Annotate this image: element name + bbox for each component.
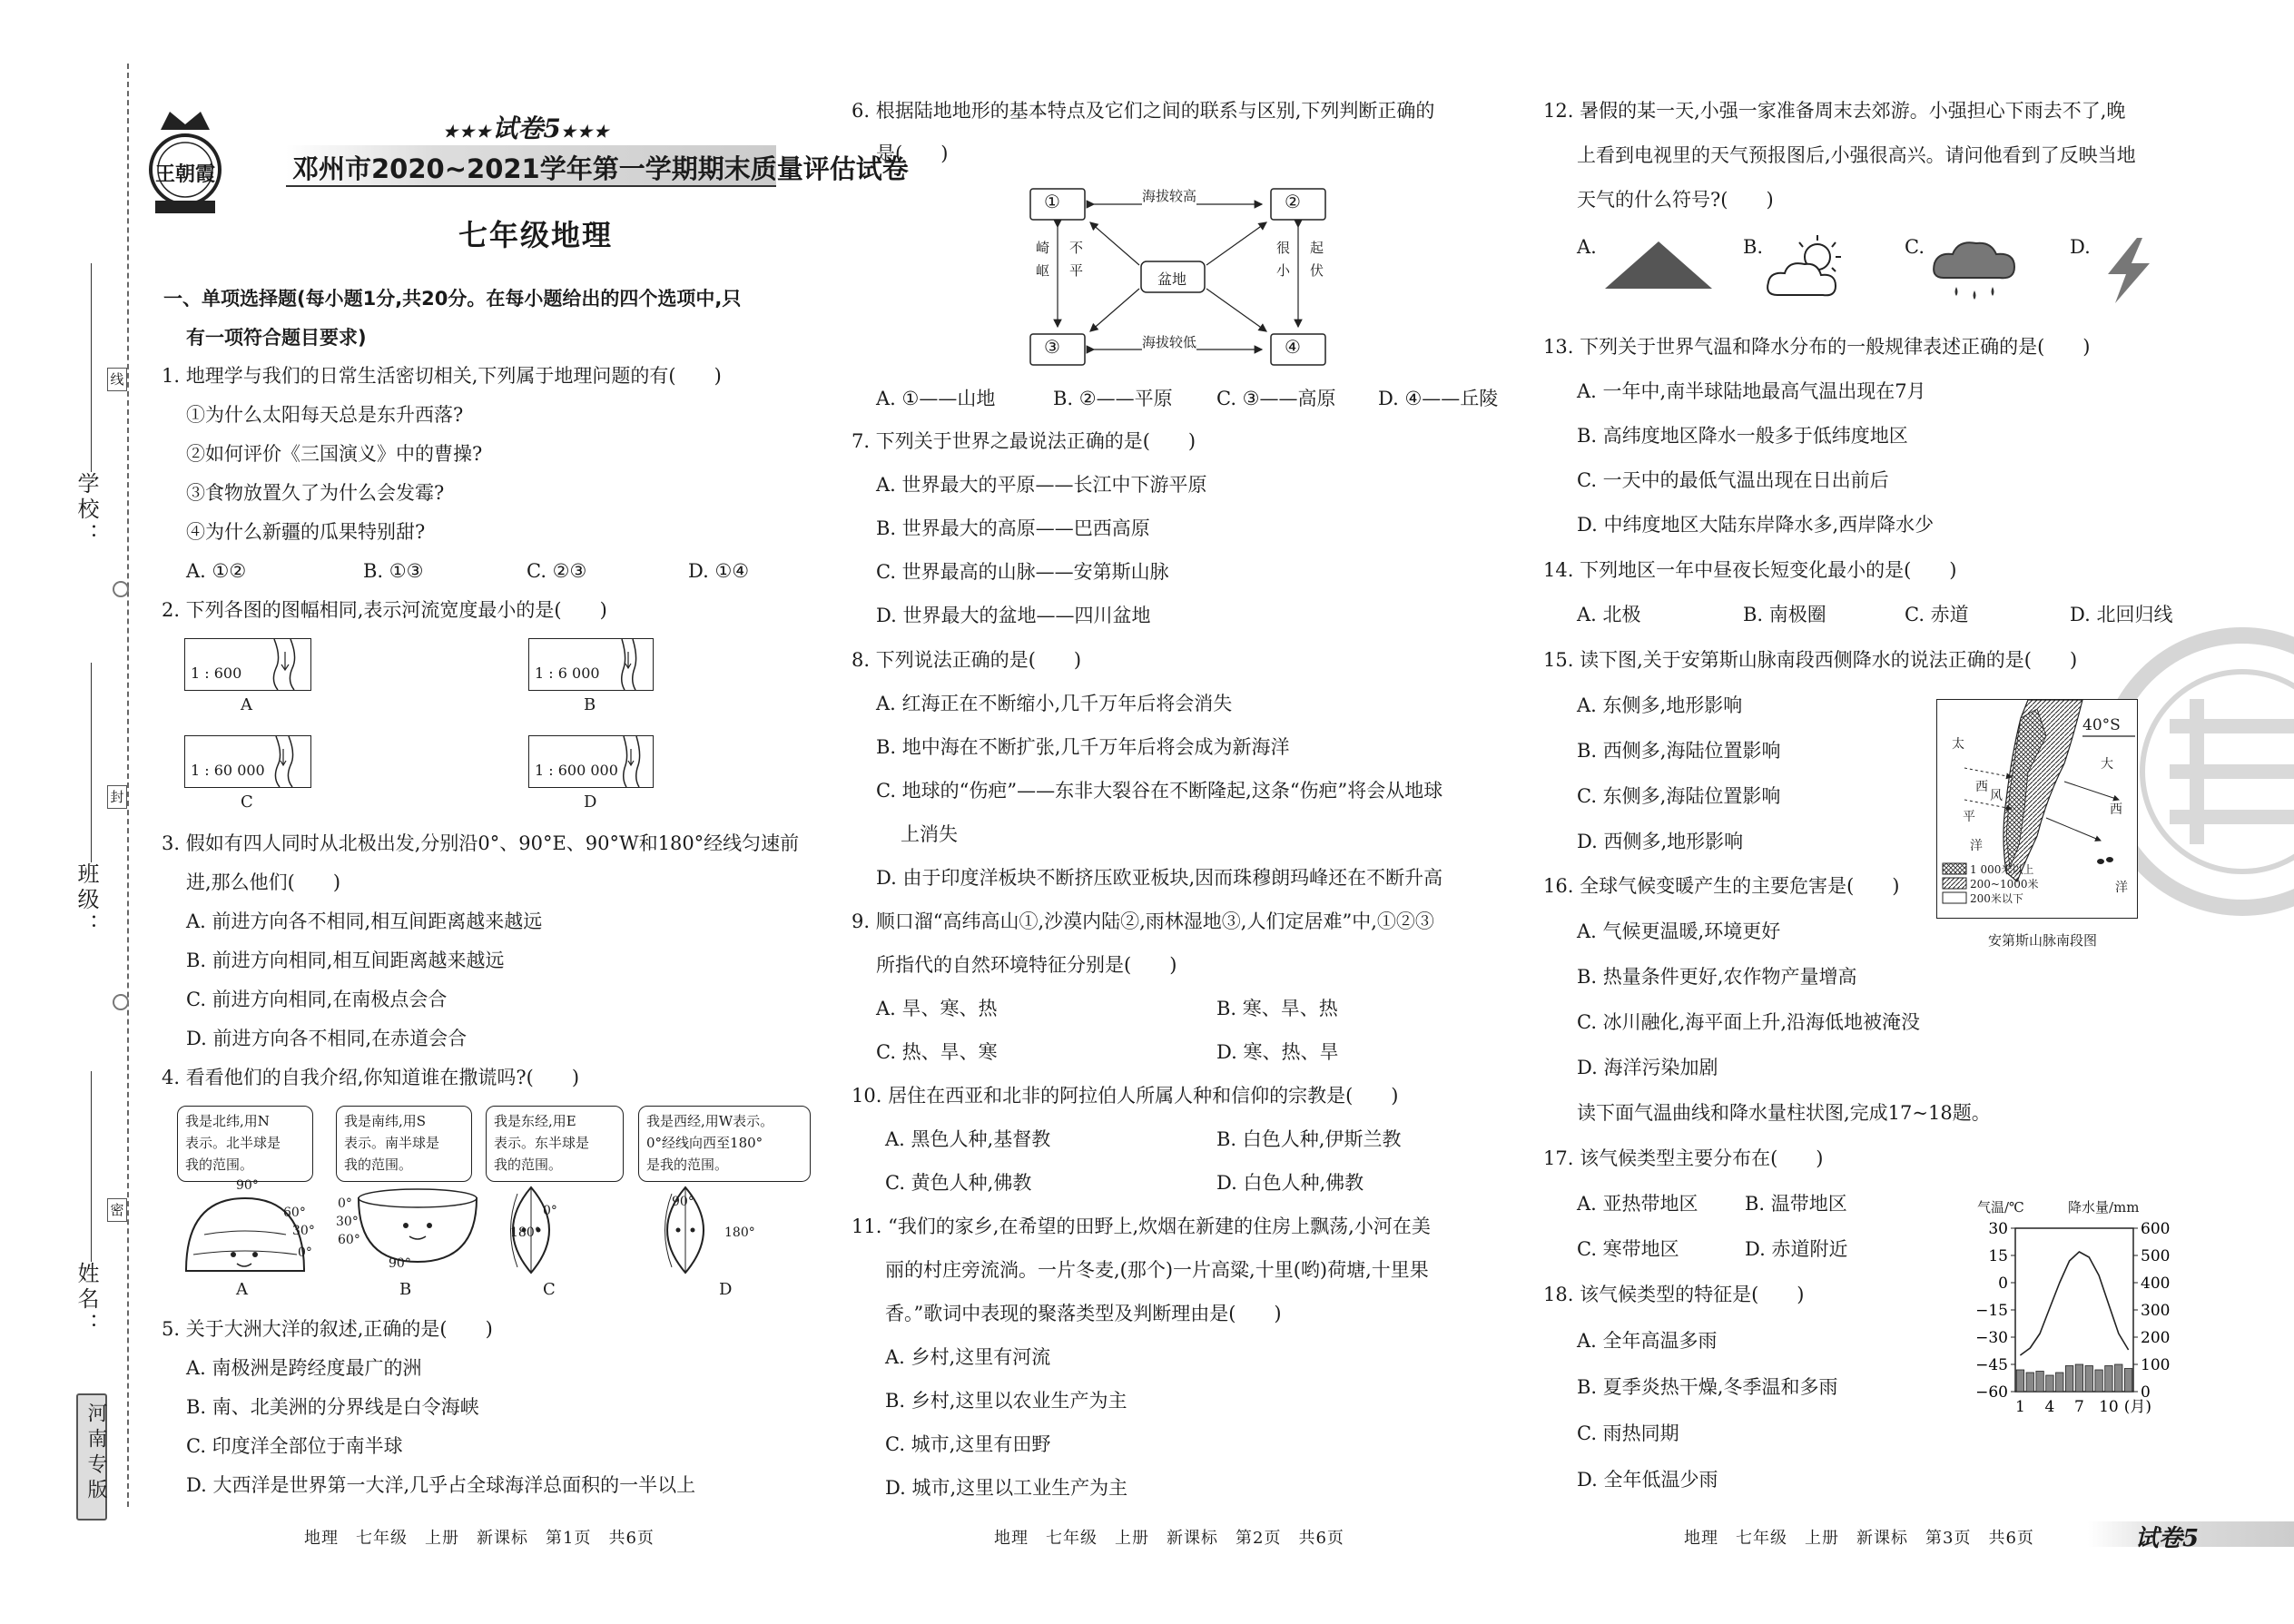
climate-chart (1961, 1194, 2179, 1430)
andes-right-ocean-1: 大 (2101, 757, 2113, 772)
q2-label-a: A (241, 695, 252, 714)
q4-label-d: D (719, 1280, 733, 1299)
q4-bubble-line: 表示。南半球是 (344, 1135, 440, 1151)
q2-map-b[interactable] (528, 638, 654, 691)
q9-option-a[interactable]: A. 旱、寒、热 (876, 998, 998, 1019)
q6-label-right-2: 很小 (1275, 241, 1291, 286)
q14-option-a[interactable]: A. 北极 (1577, 604, 1641, 625)
andes-right-ocean-2: 西 (2110, 802, 2122, 817)
andes-legend-1: 1 000米以上 (1970, 863, 2034, 876)
q12-stem-cont: 上看到电视里的天气预报图后,小强很高兴。请问他看到了反映当地 (1577, 144, 2136, 166)
q4-deg: 60° (283, 1206, 306, 1220)
seal-char-1: 线 (107, 368, 127, 391)
footer-page-2: 地理 七年级 上册 新课标 第2页 共6页 (994, 1529, 1344, 1548)
q1-item: ④为什么新疆的瓜果特别甜? (186, 521, 426, 543)
precip-tick-label: 100 (2141, 1356, 2171, 1374)
q1-option-b[interactable]: B. ①③ (363, 560, 424, 582)
q4-bubble-line: 我是南纬,用S (344, 1113, 427, 1129)
q11-option-a[interactable]: A. 乡村,这里有河流 (885, 1346, 1051, 1368)
q12-stem: 12. 暑假的某一天,小强一家准备周末去郊游。小强担心下雨去不了,晚 (1543, 100, 2126, 122)
q4-bubble-line: 表示。北半球是 (185, 1135, 281, 1151)
q9-option-d[interactable]: D. 寒、热、旱 (1216, 1041, 1339, 1063)
seal-dot-icon (113, 581, 129, 597)
precip-tick-label: 400 (2141, 1275, 2171, 1293)
q16-option-b[interactable]: B. 热量条件更好,农作物产量增高 (1577, 966, 1857, 988)
q2-scale-c: 1 : 60 000 (191, 762, 265, 779)
q17-option-a[interactable]: A. 亚热带地区 (1577, 1193, 1698, 1215)
q3-stem: 3. 假如有四人同时从北极出发,分别沿0°、90°E、90°W和180°经线匀速前 (162, 832, 800, 854)
precip-bar (2085, 1366, 2092, 1393)
q3-option-a[interactable]: A. 前进方向各不相同,相互间距离越来越远 (186, 910, 543, 932)
q8-option-d[interactable]: D. 由于印度洋板块不断挤压欧亚板块,因而珠穆朗玛峰还在不断升高 (876, 867, 1443, 889)
school-label: 学校： (74, 472, 99, 548)
andes-right-ocean-3: 洋 (2115, 881, 2128, 895)
x-tick-label: 7 (2074, 1398, 2084, 1416)
q8-option-b[interactable]: B. 地中海在不断扩张,几千万年后将会成为新海洋 (876, 736, 1290, 758)
q17-option-c[interactable]: C. 寒带地区 (1577, 1238, 1679, 1260)
edition-badge (76, 1393, 107, 1521)
q9-option-c[interactable]: C. 热、旱、寒 (876, 1041, 998, 1063)
temp-tick-label: 15 (1988, 1247, 2008, 1265)
q1-option-a[interactable]: A. ①② (186, 560, 247, 582)
paper-number-text: 试卷5 (492, 113, 561, 143)
q16-stem: 16. 全球气候变暖产生的主要危害是( ) (1543, 875, 1900, 897)
q1-item: ①为什么太阳每天总是东升西落? (186, 404, 464, 426)
q2-scale-a: 1 : 600 (191, 664, 242, 682)
q12-option-a[interactable]: A. (1577, 236, 1597, 258)
q6-node-center: 盆地 (1157, 271, 1187, 288)
q5-stem: 5. 关于大洲大洋的叙述,正确的是( ) (162, 1318, 493, 1340)
q4-bubble-a (177, 1106, 313, 1182)
q2-label-c: C (241, 792, 253, 812)
q8-option-c[interactable]: C. 地球的“伤疤”——东非大裂谷在不断隆起,这条“伤疤”将会从地球 (876, 780, 1443, 802)
q1-item: ②如何评价《三国演义》中的曹操? (186, 443, 483, 465)
q4-bubble-line: 是我的范围。 (646, 1156, 729, 1173)
q6-option-c[interactable]: C. ③——高原 (1216, 388, 1336, 409)
temp-tick-label: −60 (1975, 1383, 2008, 1402)
q17-stem: 17. 该气候类型主要分布在( ) (1543, 1147, 1824, 1169)
q2-map-a[interactable] (184, 638, 311, 691)
precip-bar (2016, 1370, 2023, 1392)
q4-stem: 4. 看看他们的自我介绍,你知道谁在撒谎吗?( ) (162, 1067, 580, 1088)
andes-left-ocean-2: 平 (1963, 810, 1975, 824)
q8-option-a[interactable]: A. 红海正在不断缩小,几千万年后将会消失 (876, 693, 1233, 714)
q4-deg: 30° (336, 1215, 359, 1229)
section-heading: 一、单项选择题(每小题1分,共20分。在每小题给出的四个选项中,只 (163, 288, 742, 310)
temp-tick-label: 0 (1998, 1275, 2008, 1293)
q4-bubble-b (336, 1106, 472, 1182)
q8-option-c-cont: 上消失 (901, 823, 958, 845)
q4-bubble-line: 我的范围。 (185, 1156, 254, 1173)
x-axis-label: (月) (2123, 1398, 2152, 1416)
q7-stem: 7. 下列关于世界之最说法正确的是( ) (852, 430, 1196, 452)
x-tick-label: 4 (2044, 1398, 2055, 1416)
exam-title: 邓州市2020~2021学年第一学期期末质量评估试卷 (292, 153, 909, 184)
q3-option-d[interactable]: D. 前进方向各不相同,在赤道会合 (186, 1028, 468, 1049)
q10-stem: 10. 居住在西亚和北非的阿拉伯人所属人种和信仰的宗教是( ) (852, 1085, 1399, 1107)
seal-dot-icon (113, 994, 129, 1010)
q6-stem-cont: 是( ) (876, 143, 949, 164)
q4-label-b: B (399, 1280, 412, 1299)
q4-label-a: A (236, 1280, 248, 1299)
q4-deg: 180° (724, 1225, 755, 1240)
q4-bubble-c (486, 1106, 624, 1182)
q13-option-b[interactable]: B. 高纬度地区降水一般多于低纬度地区 (1577, 425, 1908, 447)
temp-tick-label: 30 (1988, 1220, 2008, 1238)
q2-scale-b: 1 : 6 000 (535, 664, 600, 682)
q4-bubble-line: 我的范围。 (344, 1156, 413, 1173)
precip-tick-label: 200 (2141, 1329, 2171, 1347)
q6-node-3: ③ (1044, 336, 1060, 358)
q2-scale-d: 1 : 600 000 (535, 762, 618, 779)
q13-option-d[interactable]: D. 中纬度地区大陆东岸降水多,西岸降水少 (1577, 514, 1935, 536)
q4-bubble-line: 表示。东半球是 (494, 1135, 590, 1151)
q5-option-a[interactable]: A. 南极洲是跨经度最广的洲 (186, 1357, 422, 1379)
q7-option-b[interactable]: B. 世界最大的高原——巴西高原 (876, 517, 1150, 539)
temp-tick-label: −45 (1975, 1356, 2008, 1374)
andes-legend-3: 200米以下 (1970, 892, 2023, 905)
q18-option-c[interactable]: C. 雨热同期 (1577, 1422, 1679, 1444)
logo-text: 王朝霞 (155, 162, 216, 186)
q14-stem: 14. 下列地区一年中昼夜长短变化最小的是( ) (1543, 559, 1957, 581)
q9-stem: 9. 顺口溜“高纬高山①,沙漠内陆②,雨林湿地③,人们定居难”中,①②③ (852, 910, 1434, 932)
q4-deg: 90° (236, 1178, 259, 1193)
q2-map-d[interactable] (528, 735, 654, 788)
q11-option-c[interactable]: C. 城市,这里有田野 (885, 1433, 1051, 1455)
q9-option-b[interactable]: B. 寒、旱、热 (1216, 998, 1338, 1019)
class-label: 班级： (74, 862, 99, 939)
q6-label-bottom: 海拔较低 (1142, 334, 1197, 350)
q9-stem-cont: 所指代的自然环境特征分别是( ) (876, 954, 1177, 976)
q12-option-d[interactable]: D. (2070, 236, 2091, 258)
q12-option-c[interactable]: C. (1905, 236, 1925, 258)
andes-left-ocean-3: 洋 (1970, 839, 1983, 853)
q15-option-b[interactable]: B. 西侧多,海陆位置影响 (1577, 740, 1781, 762)
q3-option-c[interactable]: C. 前进方向相同,在南极点会合 (186, 989, 448, 1010)
chart-y2label: 降水量/mm (2068, 1199, 2140, 1216)
q7-option-c[interactable]: C. 世界最高的山脉——安第斯山脉 (876, 561, 1169, 583)
q8-stem: 8. 下列说法正确的是( ) (852, 649, 1082, 671)
q15-option-a[interactable]: A. 东侧多,地形影响 (1577, 694, 1743, 716)
seal-char-2: 封 (107, 785, 127, 809)
q15-option-c[interactable]: C. 东侧多,海陆位置影响 (1577, 785, 1781, 807)
q14-option-c[interactable]: C. 赤道 (1905, 604, 1969, 625)
q10-option-a[interactable]: A. 黑色人种,基督教 (885, 1128, 1051, 1150)
q5-option-b[interactable]: B. 南、北美洲的分界线是白令海峡 (186, 1396, 479, 1418)
q11-stem-cont: 丽的村庄旁流淌。一片冬麦,(那个)一片高粱,十里(哟)荷塘,十里果 (885, 1259, 1429, 1281)
q10-option-b[interactable]: B. 白色人种,伊斯兰教 (1216, 1128, 1402, 1150)
chart-plot (1961, 1194, 2179, 1430)
precip-bar (2065, 1366, 2072, 1393)
precip-tick-label: 0 (2141, 1383, 2151, 1402)
q4-bubble-line: 0°经线向西至180° (646, 1135, 763, 1151)
name-label: 姓名： (74, 1262, 99, 1338)
andes-lat-label: 40°S (2082, 716, 2121, 734)
temp-tick-label: −15 (1975, 1302, 2008, 1320)
triangle-icon (1600, 238, 1718, 292)
q18-option-a[interactable]: A. 全年高温多雨 (1577, 1330, 1718, 1352)
q14-option-b[interactable]: B. 南极圈 (1743, 604, 1826, 625)
x-tick-label: 1 (2015, 1398, 2025, 1416)
q10-option-c[interactable]: C. 黄色人种,佛教 (885, 1172, 1032, 1194)
x-tick-label: 10 (2099, 1398, 2119, 1416)
q4-deg: 90° (672, 1195, 694, 1209)
q12-option-b[interactable]: B. (1743, 236, 1764, 258)
footer-tag: 试卷5 (2135, 1525, 2200, 1552)
q4-bubble-line: 我是北纬,用N (185, 1113, 270, 1129)
q3-stem-cont: 进,那么他们( ) (186, 871, 341, 893)
q18-option-d[interactable]: D. 全年低温少雨 (1577, 1469, 1718, 1491)
q1-item: ③食物放置久了为什么会发霉? (186, 482, 445, 504)
q2-map-c[interactable] (184, 735, 311, 788)
chart-ylabel: 气温/℃ (1977, 1199, 2024, 1216)
q13-option-a[interactable]: A. 一年中,南半球陆地最高气温出现在7月 (1577, 380, 1926, 402)
q6-label-top: 海拔较高 (1142, 188, 1197, 204)
q15-stem: 15. 读下图,关于安第斯山脉南段西侧降水的说法正确的是( ) (1543, 649, 2078, 671)
q2-label-d: D (584, 792, 597, 812)
q7-option-a[interactable]: A. 世界最大的平原——长江中下游平原 (876, 474, 1207, 496)
q7-option-d[interactable]: D. 世界最大的盆地——四川盆地 (876, 605, 1151, 626)
andes-wind-2: 风 (1990, 789, 2003, 803)
precip-bar (2075, 1364, 2082, 1392)
q16-option-a[interactable]: A. 气候更温暖,环境更好 (1577, 920, 1781, 942)
q13-stem: 13. 下列关于世界气温和降水分布的一般规律表述正确的是( ) (1543, 336, 2091, 358)
q10-option-d[interactable]: D. 白色人种,佛教 (1216, 1172, 1364, 1194)
sun-cloud-icon (1761, 231, 1861, 304)
q5-option-d[interactable]: D. 大西洋是世界第一大洋,几乎占全球海洋总面积的一半以上 (186, 1474, 696, 1496)
q4-bubble-d (638, 1106, 811, 1182)
q15-option-d[interactable]: D. 西侧多,地形影响 (1577, 831, 1744, 852)
q4-deg: 60° (338, 1233, 360, 1247)
andes-wind-1: 西 (1975, 780, 1988, 794)
q4-bubble-line: 我是西经,用W表示。 (646, 1113, 774, 1129)
edition-text: 河南专版 (84, 1403, 107, 1504)
seal-char-3: 密 (107, 1198, 127, 1222)
q12-stem-cont: 天气的什么符号?( ) (1577, 189, 1774, 211)
q6-option-d[interactable]: D. ④——丘陵 (1378, 388, 1499, 409)
subject-title: 七年级地理 (458, 218, 614, 252)
q4-globe-figures (177, 1180, 812, 1280)
q4-deg: 30° (292, 1224, 315, 1238)
q18-option-b[interactable]: B. 夏季炎热干燥,冬季温和多雨 (1577, 1376, 1838, 1398)
q5-option-c[interactable]: C. 印度洋全部位于南半球 (186, 1435, 403, 1457)
precip-bar (2026, 1373, 2033, 1392)
logo-badge (148, 104, 222, 222)
q11-option-b[interactable]: B. 乡村,这里以农业生产为主 (885, 1390, 1127, 1412)
q6-label-right-1: 起伏 (1308, 241, 1324, 286)
footer-page-1: 地理 七年级 上册 新课标 第1页 共6页 (304, 1529, 655, 1548)
precip-bar (2036, 1372, 2043, 1393)
q4-label-c: C (543, 1280, 556, 1299)
precip-tick-label: 300 (2141, 1302, 2171, 1320)
q6-label-left-2: 不平 (1068, 241, 1084, 286)
q6-label-left-1: 崎岖 (1034, 241, 1050, 286)
q16-option-c[interactable]: C. 冰川融化,海平面上升,沿海低地被淹没 (1577, 1011, 1921, 1033)
andes-left-ocean-1: 太 (1952, 737, 1964, 752)
q4-deg: 180° (510, 1225, 541, 1240)
precip-bar (2105, 1366, 2112, 1393)
precip-tick-label: 600 (2141, 1220, 2171, 1238)
q11-option-d[interactable]: D. 城市,这里以工业生产为主 (885, 1477, 1128, 1499)
q1-stem: 1. 地理学与我们的日常生活密切相关,下列属于地理问题的有( ) (162, 365, 722, 387)
precip-bar (2124, 1369, 2132, 1393)
precip-bar (2095, 1370, 2102, 1392)
q14-option-d[interactable]: D. 北回归线 (2070, 604, 2173, 625)
section-heading-cont: 有一项符合题目要求) (186, 327, 367, 349)
q6-stem: 6. 根据陆地地形的基本特点及它们之间的联系与区别,下列判断正确的 (852, 100, 1435, 122)
q4-bubble-line: 我的范围。 (494, 1156, 563, 1173)
temp-tick-label: −30 (1975, 1329, 2008, 1347)
precip-tick-label: 500 (2141, 1247, 2171, 1265)
precip-bar (2115, 1364, 2122, 1392)
q11-stem-cont: 香。”歌词中表现的聚落类型及判断理由是( ) (885, 1303, 1282, 1324)
q6-node-2: ② (1285, 191, 1301, 212)
q6-option-a[interactable]: A. ①——山地 (876, 388, 996, 409)
andes-legend-2: 200~1000米 (1970, 878, 2039, 891)
q2-stem: 2. 下列各图的图幅相同,表示河流宽度最小的是( ) (162, 599, 607, 621)
q6-node-1: ① (1044, 191, 1060, 212)
q4-bubble-line: 我是东经,用E (494, 1113, 576, 1129)
q18-stem: 18. 该气候类型的特征是( ) (1543, 1284, 1805, 1305)
q6-node-4: ④ (1285, 336, 1301, 358)
q17-option-d[interactable]: D. 赤道附近 (1745, 1238, 1848, 1260)
precip-bar (2056, 1373, 2063, 1392)
andes-caption: 安第斯山脉南段图 (1988, 932, 2098, 949)
read-note: 读下面气温曲线和降水量柱状图,完成17~18题。 (1577, 1102, 1991, 1124)
footer-page-3: 地理 七年级 上册 新课标 第3页 共6页 (1684, 1529, 2034, 1548)
q1-option-c[interactable]: C. ②③ (527, 560, 587, 582)
q4-deg: 0° (298, 1245, 312, 1260)
q4-deg: 0° (338, 1196, 352, 1211)
lightning-icon (2097, 234, 2161, 307)
rain-cloud-icon (1929, 234, 2029, 307)
andes-map (1936, 699, 2138, 919)
q3-option-b[interactable]: B. 前进方向相同,相互间距离越来越远 (186, 950, 505, 971)
q1-option-d[interactable]: D. ①④ (688, 560, 750, 582)
precip-bar (2046, 1375, 2053, 1392)
q13-option-c[interactable]: C. 一天中的最低气温出现在日出前后 (1577, 469, 1889, 491)
q4-deg: 90° (389, 1256, 411, 1271)
paper-number: ★★★试卷5★★★ (443, 113, 611, 143)
q2-label-b: B (584, 695, 596, 714)
q16-option-d[interactable]: D. 海洋污染加剧 (1577, 1057, 1718, 1078)
q11-stem: 11. “我们的家乡,在希望的田野上,炊烟在新建的住房上飘荡,小河在美 (852, 1216, 1431, 1237)
q4-deg: 0° (543, 1204, 557, 1218)
q17-option-b[interactable]: B. 温带地区 (1745, 1193, 1847, 1215)
q6-option-b[interactable]: B. ②——平原 (1053, 388, 1173, 409)
